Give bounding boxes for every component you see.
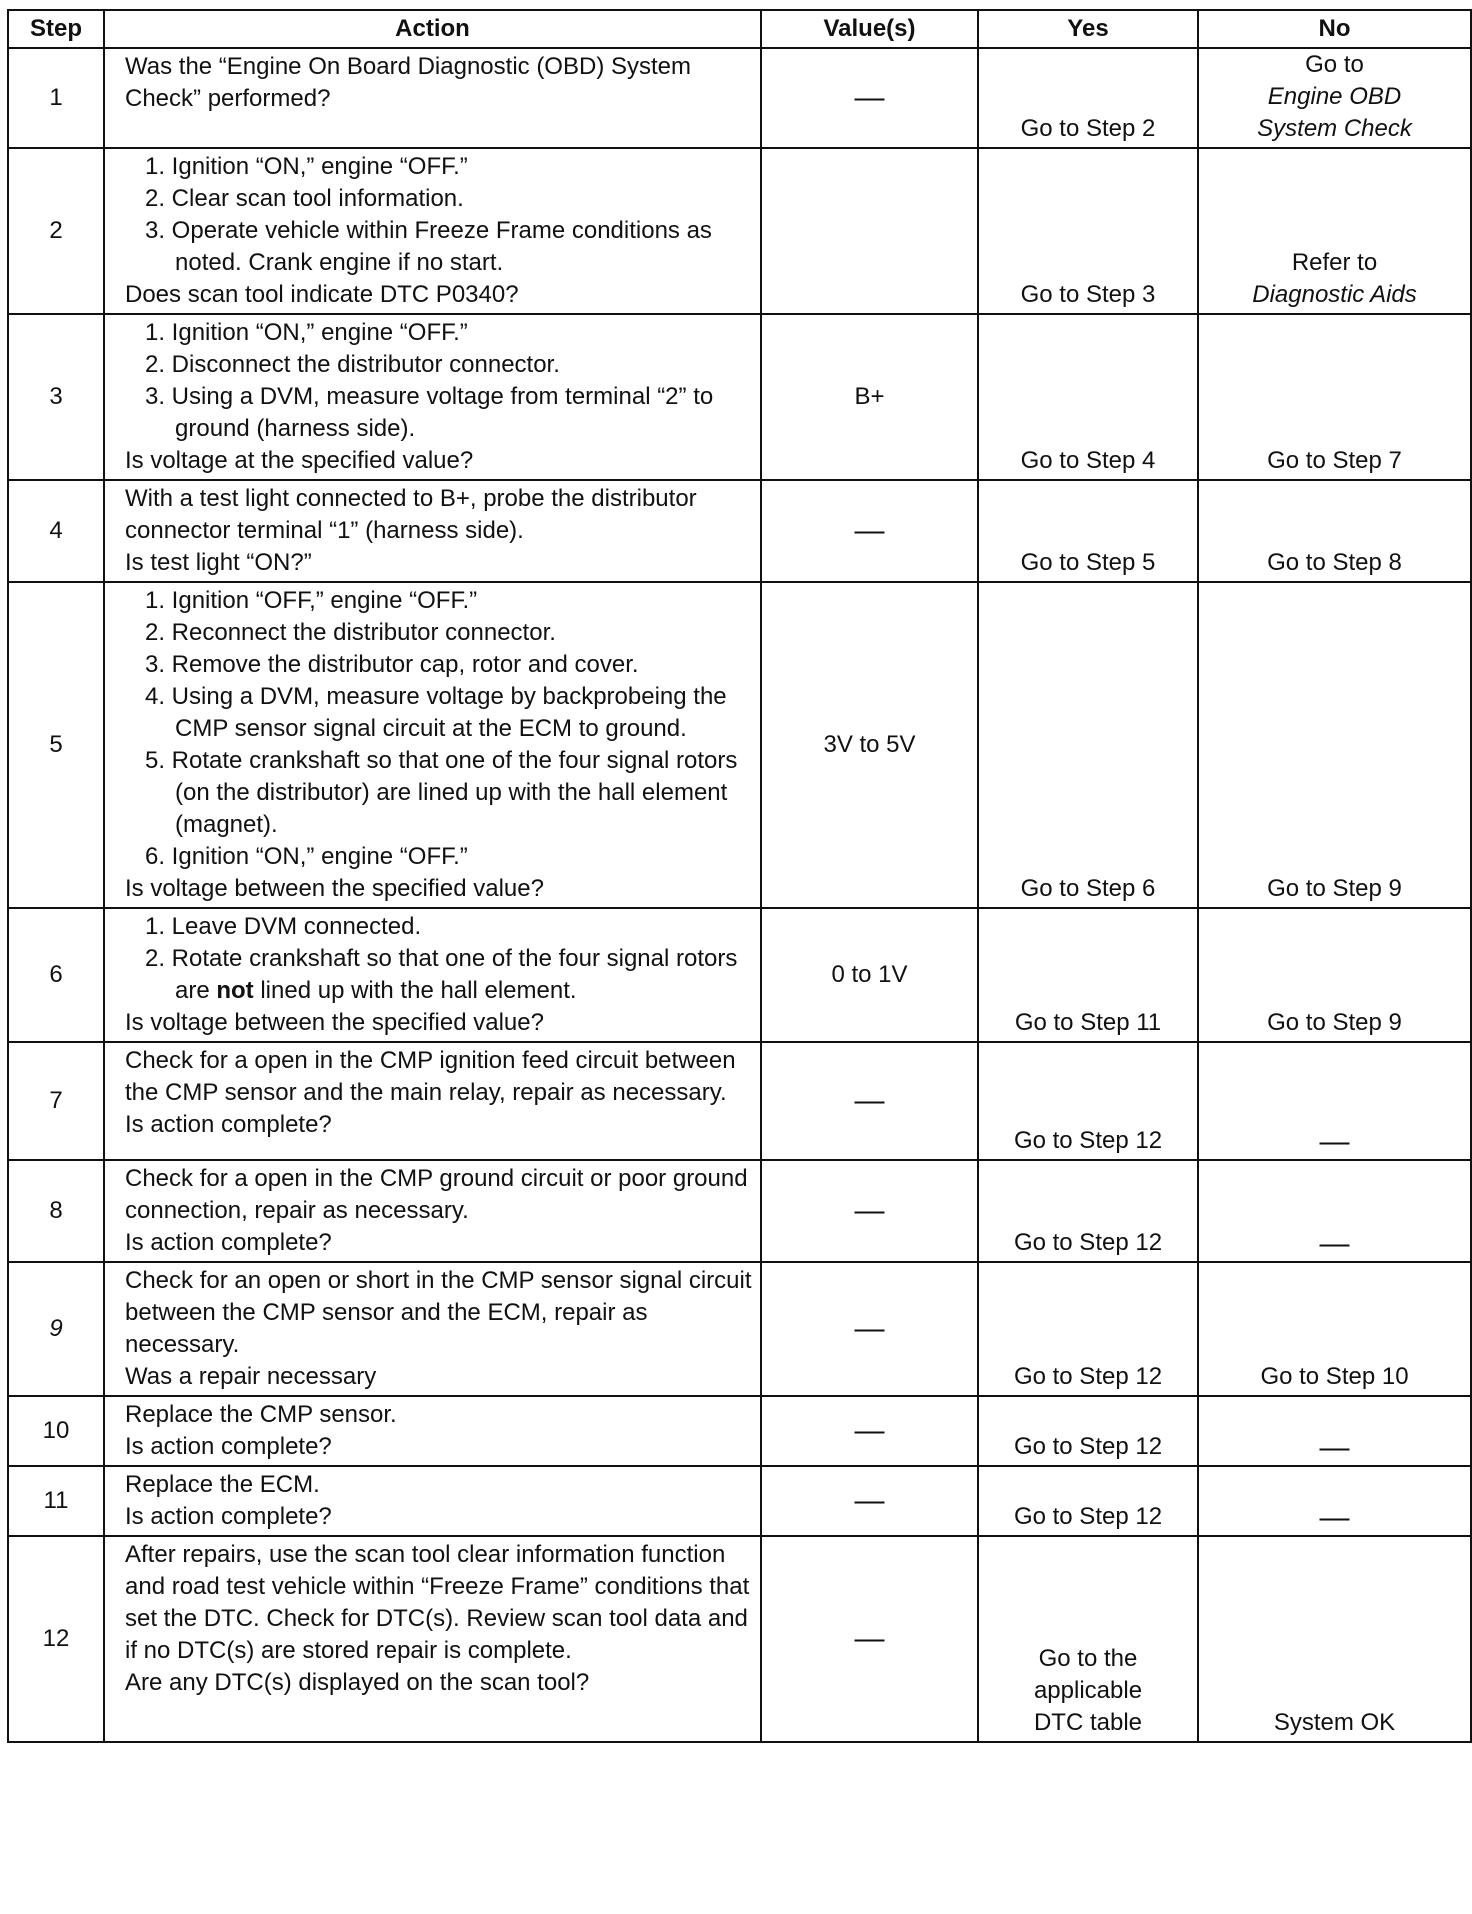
step-number: 12 [8, 1536, 104, 1742]
action-question: Is action complete? [125, 1433, 332, 1460]
no-cell [1198, 48, 1471, 148]
action-step: 5. Rotate crankshaft so that one of the four signal rotors (on the distributor) are lined up with the hall element (magnet). [145, 747, 738, 838]
emphasis-not: not [216, 977, 254, 1004]
action-question: Does scan tool indicate DTC P0340? [125, 281, 519, 308]
action-question: Is action complete? [125, 1111, 332, 1138]
step-number: 6 [8, 908, 104, 1042]
action-steps [125, 317, 754, 445]
action-steps [125, 585, 754, 873]
step-number: 5 [8, 582, 104, 908]
action-question: Was a repair necessary [125, 1363, 377, 1390]
table-row [8, 1466, 1471, 1536]
no-cell: Go to Step 7 [1198, 314, 1471, 480]
action-question: Is test light “ON?” [125, 549, 312, 576]
action-step-text: lined up with the hall element. [260, 977, 577, 1004]
action-step: 4. Using a DVM, measure voltage by backprobeing the CMP sensor signal circuit at the ECM to ground. [145, 683, 727, 742]
value-cell: 0 to 1V [761, 908, 978, 1042]
action-text: Check for a open in the CMP ground circuit or poor ground connection, repair as necessary. [125, 1165, 748, 1224]
value-cell: — [761, 1466, 978, 1536]
no-line: Go to [1305, 51, 1364, 78]
table-row [8, 582, 1471, 908]
action-step: 1. Ignition “ON,” engine “OFF.” [145, 319, 468, 346]
table-row [8, 314, 1471, 480]
action-cell [104, 908, 761, 1042]
action-steps [125, 151, 754, 279]
action-step: 3. Remove the distributor cap, rotor and cover. [145, 651, 639, 678]
action-steps [125, 911, 754, 1007]
step-number: 1 [8, 48, 104, 148]
action-cell [104, 1396, 761, 1466]
step-number: 2 [8, 148, 104, 314]
action-text: Replace the ECM. [125, 1471, 320, 1498]
step-number: 4 [8, 480, 104, 582]
action-step: 3. Operate vehicle within Freeze Frame conditions as noted. Crank engine if no start. [145, 217, 712, 276]
table-row [8, 480, 1471, 582]
value-cell: — [761, 1536, 978, 1742]
action-step: 2. Clear scan tool information. [145, 185, 464, 212]
action-cell [104, 1042, 761, 1160]
yes-cell: Go to Step 12 [978, 1466, 1198, 1536]
action-step: 2. Disconnect the distributor connector. [145, 351, 560, 378]
value-cell: — [761, 48, 978, 148]
yes-cell: Go to Step 4 [978, 314, 1198, 480]
yes-cell: Go to Step 12 [978, 1262, 1198, 1396]
no-line: Refer to [1291, 249, 1378, 276]
action-cell [104, 1160, 761, 1262]
yes-cell: Go to Step 6 [978, 582, 1198, 908]
header-row [8, 10, 1471, 48]
action-text: Was the “Engine On Board Diagnostic (OBD) System Check” performed? [125, 53, 691, 112]
step-number: 9 [8, 1262, 104, 1396]
action-text: Check for an open or short in the CMP sensor signal circuit between the CMP sensor and the ECM, repair as necessary. [125, 1267, 752, 1358]
action-step: 1. Leave DVM connected. [145, 913, 422, 940]
action-question: Are any DTC(s) displayed on the scan tool? [125, 1669, 590, 1696]
action-cell [104, 582, 761, 908]
action-step: 2. Reconnect the distributor connector. [145, 619, 556, 646]
action-question: Is action complete? [125, 1503, 332, 1530]
value-cell: — [761, 1042, 978, 1160]
table-row [8, 1262, 1471, 1396]
no-line: Engine OBD [1267, 83, 1402, 110]
step-number: 11 [8, 1466, 104, 1536]
action-step: 6. Ignition “ON,” engine “OFF.” [145, 843, 468, 870]
no-cell: — [1198, 1042, 1471, 1160]
no-cell: System OK [1198, 1536, 1471, 1742]
value-cell: — [761, 480, 978, 582]
yes-cell: Go to Step 2 [978, 48, 1198, 148]
action-step-text: 2. Rotate crankshaft so that one of the four signal rotors are [145, 945, 738, 1004]
table-row [8, 1536, 1471, 1742]
action-cell [104, 314, 761, 480]
table-row [8, 1160, 1471, 1262]
yes-cell: Go to Step 11 [978, 908, 1198, 1042]
value-cell: — [761, 1396, 978, 1466]
action-step: 1. Ignition “OFF,” engine “OFF.” [145, 587, 478, 614]
yes-cell: Go to Step 12 [978, 1396, 1198, 1466]
header-yes: Yes [978, 10, 1198, 48]
value-cell: — [761, 1262, 978, 1396]
no-cell [1198, 148, 1471, 314]
action-step: 1. Ignition “ON,” engine “OFF.” [145, 153, 468, 180]
no-cell: — [1198, 1466, 1471, 1536]
no-cell: — [1198, 1396, 1471, 1466]
no-cell: Go to Step 9 [1198, 908, 1471, 1042]
action-cell [104, 1262, 761, 1396]
no-cell: Go to Step 10 [1198, 1262, 1471, 1396]
step-number: 8 [8, 1160, 104, 1262]
table-row [8, 1396, 1471, 1466]
yes-cell: Go to Step 3 [978, 148, 1198, 314]
value-cell: B+ [761, 314, 978, 480]
step-number: 7 [8, 1042, 104, 1160]
action-cell [104, 1536, 761, 1742]
step-number: 10 [8, 1396, 104, 1466]
yes-line: Go to the [1038, 1645, 1138, 1672]
header-action: Action [104, 10, 761, 48]
yes-cell: Go to Step 5 [978, 480, 1198, 582]
action-question: Is voltage between the specified value? [125, 875, 544, 902]
yes-line: DTC table [1033, 1709, 1143, 1736]
action-cell [104, 48, 761, 148]
yes-cell [978, 1536, 1198, 1742]
action-text: With a test light connected to B+, probe the distributor connector terminal “1” (harness side). [125, 485, 697, 544]
action-text: Check for a open in the CMP ignition feed circuit between the CMP sensor and the main relay, repair as necessary. [125, 1047, 736, 1106]
action-step [125, 943, 754, 1007]
table-row [8, 1042, 1471, 1160]
no-cell: Go to Step 8 [1198, 480, 1471, 582]
diagnostic-table [7, 9, 1472, 1743]
value-cell [761, 148, 978, 314]
yes-cell: Go to Step 12 [978, 1042, 1198, 1160]
no-cell: — [1198, 1160, 1471, 1262]
no-cell: Go to Step 9 [1198, 582, 1471, 908]
header-step: Step [8, 10, 104, 48]
header-values: Value(s) [761, 10, 978, 48]
yes-line: applicable [1033, 1677, 1143, 1704]
yes-cell: Go to Step 12 [978, 1160, 1198, 1262]
action-text: Replace the CMP sensor. [125, 1401, 397, 1428]
no-line: Diagnostic Aids [1252, 281, 1417, 308]
step-number: 3 [8, 314, 104, 480]
table-row [8, 908, 1471, 1042]
action-cell [104, 1466, 761, 1536]
action-question: Is voltage at the specified value? [125, 447, 474, 474]
value-cell: 3V to 5V [761, 582, 978, 908]
header-no: No [1198, 10, 1471, 48]
action-question: Is action complete? [125, 1229, 332, 1256]
table-row [8, 48, 1471, 148]
value-cell: — [761, 1160, 978, 1262]
action-step: 3. Using a DVM, measure voltage from terminal “2” to ground (harness side). [145, 383, 714, 442]
action-cell [104, 480, 761, 582]
action-cell [104, 148, 761, 314]
table-row [8, 148, 1471, 314]
action-text: After repairs, use the scan tool clear information function and road test vehicle within “Freeze Frame” conditions that set the DTC. Check for DTC(s). Review scan tool data and if no DTC(s) are stored repair is complete. [125, 1541, 750, 1664]
no-line: System Check [1257, 115, 1412, 142]
action-question: Is voltage between the specified value? [125, 1009, 544, 1036]
